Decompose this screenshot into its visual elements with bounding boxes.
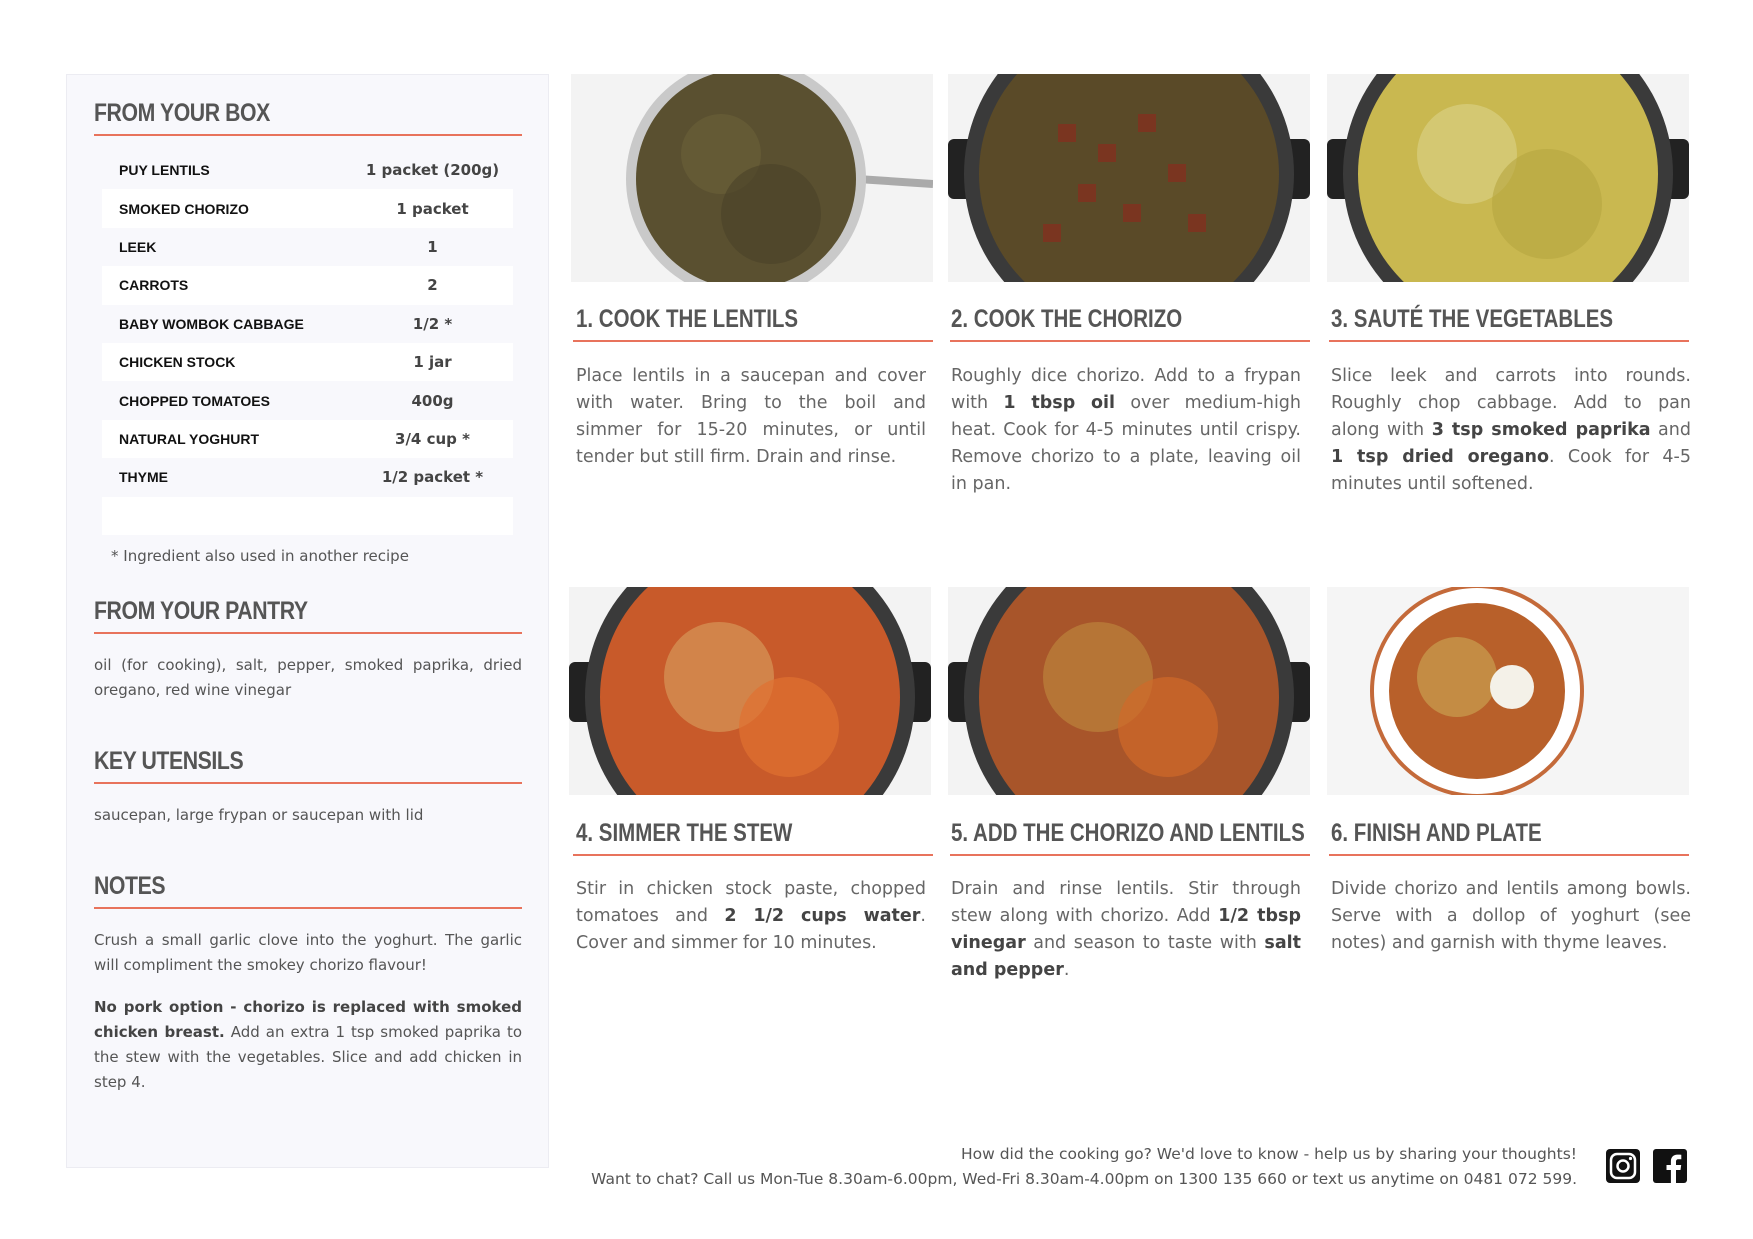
- step-2-title: 2. COOK THE CHORIZO: [951, 305, 1183, 333]
- ingredient-row: [102, 458, 513, 496]
- ingredient-row: [102, 381, 513, 419]
- heading-divider: [94, 632, 522, 634]
- step-6-text: [1331, 876, 1691, 957]
- vegetables-pan-photo: [1327, 74, 1689, 282]
- step-text-part: .: [1063, 960, 1070, 980]
- stew-simmer-photo: [569, 587, 931, 795]
- ingredients-panel: [66, 74, 549, 1168]
- step-divider: [950, 340, 1310, 342]
- step-text-part: and: [1650, 420, 1691, 440]
- step-1-title: 1. COOK THE LENTILS: [576, 305, 799, 333]
- ingredient-name: CHOPPED TOMATOES: [119, 392, 270, 409]
- ingredient-row-empty: [102, 497, 513, 535]
- step-text-bold: 1 tsp dried oregano: [1331, 447, 1549, 467]
- ingredient-row: [102, 189, 513, 227]
- ingredient-row: [102, 305, 513, 343]
- ingredient-row: [102, 228, 513, 266]
- no-pork-bold: No pork option - chorizo is replaced with smoked chicken breast.: [94, 998, 522, 1041]
- step-3-text: [1331, 363, 1691, 498]
- step-text-part: Stir in chicken stock paste, chopped tomatoes and: [576, 879, 926, 926]
- ingredient-row: [102, 420, 513, 458]
- ingredient-name: CARROTS: [119, 277, 189, 294]
- step-4-title: 4. SIMMER THE STEW: [576, 819, 793, 847]
- footer-contact-line: Want to chat? Call us Mon-Tue 8.30am-6.00pm, Wed-Fri 8.30am-4.00pm on 1300 135 660 or text us anytime on 0481 072 599.: [591, 1170, 1577, 1188]
- no-pork-rest: Add an extra 1 tsp smoked paprika to the stew with the vegetables. Slice and add chicken in step 4.: [94, 1023, 522, 1091]
- step-text-bold: 1/2 tbsp vinegar: [951, 906, 1301, 953]
- footer-contact: [591, 1142, 1577, 1192]
- utensils-text: saucepan, large frypan or saucepan with lid: [94, 806, 424, 824]
- step-text-part: Slice leek and carrots into rounds. Roughly chop cabbage. Add to pan along with: [1331, 366, 1691, 440]
- step-text-part: Place lentils in a saucepan and cover with water. Bring to the boil and simmer for 15-20 minutes, or until tender but still firm. Drain and rinse.: [576, 366, 926, 467]
- step-divider: [573, 854, 933, 856]
- step-text-part: . Cover and simmer for 10 minutes.: [576, 906, 926, 953]
- step-text-part: Roughly dice chorizo. Add to a frypan with: [951, 366, 1301, 413]
- step-text-part: Drain and rinse lentils. Stir through stew along with chorizo. Add: [951, 879, 1301, 926]
- ingredient-footnote: * Ingredient also used in another recipe: [111, 547, 409, 565]
- ingredient-qty: 1 packet: [396, 199, 469, 218]
- step-4-text: [576, 876, 926, 957]
- key-utensils-heading: KEY UTENSILS: [94, 747, 244, 775]
- notes-text-garlic: Crush a small garlic clove into the yoghurt. The garlic will compliment the smokey chorizo flavour!: [94, 931, 522, 974]
- step-text-part: . Cook for 4-5 minutes until softened.: [1331, 447, 1691, 494]
- step-2-text: [951, 363, 1301, 498]
- heading-divider: [94, 134, 522, 136]
- step-text-bold: salt and pepper: [951, 933, 1301, 980]
- ingredient-qty: 400g: [411, 391, 454, 410]
- ingredient-name: NATURAL YOGHURT: [119, 430, 259, 447]
- notes-heading: NOTES: [94, 872, 166, 900]
- heading-divider: [94, 782, 522, 784]
- ingredient-row: [102, 266, 513, 304]
- step-divider: [1329, 854, 1689, 856]
- step-text-bold: 1 tbsp oil: [1003, 393, 1116, 413]
- ingredient-row: [102, 343, 513, 381]
- step-text-part: Divide chorizo and lentils among bowls. Serve with a dollop of yoghurt (see notes) and garnish with thyme leaves.: [1331, 879, 1691, 953]
- ingredient-qty: 1 packet (200g): [365, 161, 500, 180]
- ingredient-name: LEEK: [119, 238, 157, 255]
- ingredient-name: PUY LENTILS: [119, 162, 210, 179]
- step-divider: [1329, 340, 1689, 342]
- ingredient-qty: 1/2 *: [412, 314, 453, 333]
- step-text-part: over medium-high heat. Cook for 4-5 minutes until crispy. Remove chorizo to a plate, leaving oil in pan.: [951, 393, 1301, 494]
- facebook-icon[interactable]: [1652, 1148, 1688, 1184]
- step-6-title: 6. FINISH AND PLATE: [1331, 819, 1542, 847]
- step-text-bold: 2 1/2 cups water: [724, 906, 921, 926]
- notes-text-no-pork: [94, 995, 522, 1095]
- lentils-strainer-photo: [571, 74, 933, 282]
- ingredient-table: [102, 151, 513, 535]
- ingredient-qty: 1 jar: [413, 353, 452, 372]
- ingredient-name: BABY WOMBOK CABBAGE: [119, 315, 304, 332]
- ingredient-name: THYME: [119, 469, 168, 486]
- ingredient-qty: 2: [427, 276, 438, 295]
- ingredient-row: [102, 151, 513, 189]
- step-1-text: [576, 363, 926, 471]
- ingredient-name: SMOKED CHORIZO: [119, 200, 249, 217]
- step-5-text: [951, 876, 1301, 984]
- ingredient-qty: 1/2 packet *: [381, 468, 484, 487]
- chorizo-lentils-stew-photo: [948, 587, 1310, 795]
- step-3-title: 3. SAUTÉ THE VEGETABLES: [1331, 305, 1614, 333]
- instagram-icon[interactable]: [1605, 1148, 1641, 1184]
- ingredient-qty: 1: [427, 237, 438, 256]
- footer-feedback-line: How did the cooking go? We'd love to know - help us by sharing your thoughts!: [960, 1145, 1577, 1163]
- from-your-box-heading: FROM YOUR BOX: [94, 99, 270, 127]
- ingredient-name: CHICKEN STOCK: [119, 354, 236, 371]
- step-text-part: and season to taste with: [1025, 933, 1265, 953]
- chorizo-frypan-photo: [948, 74, 1310, 282]
- plated-bowl-photo: [1327, 587, 1689, 795]
- step-divider: [573, 340, 933, 342]
- step-divider: [950, 854, 1310, 856]
- ingredient-qty: 3/4 cup *: [395, 429, 470, 448]
- step-text-bold: 3 tsp smoked paprika: [1431, 420, 1651, 440]
- pantry-text: oil (for cooking), salt, pepper, smoked paprika, dried oregano, red wine vinegar: [94, 656, 522, 699]
- from-your-pantry-heading: FROM YOUR PANTRY: [94, 597, 308, 625]
- step-5-title: 5. ADD THE CHORIZO AND LENTILS: [951, 819, 1305, 847]
- heading-divider: [94, 907, 522, 909]
